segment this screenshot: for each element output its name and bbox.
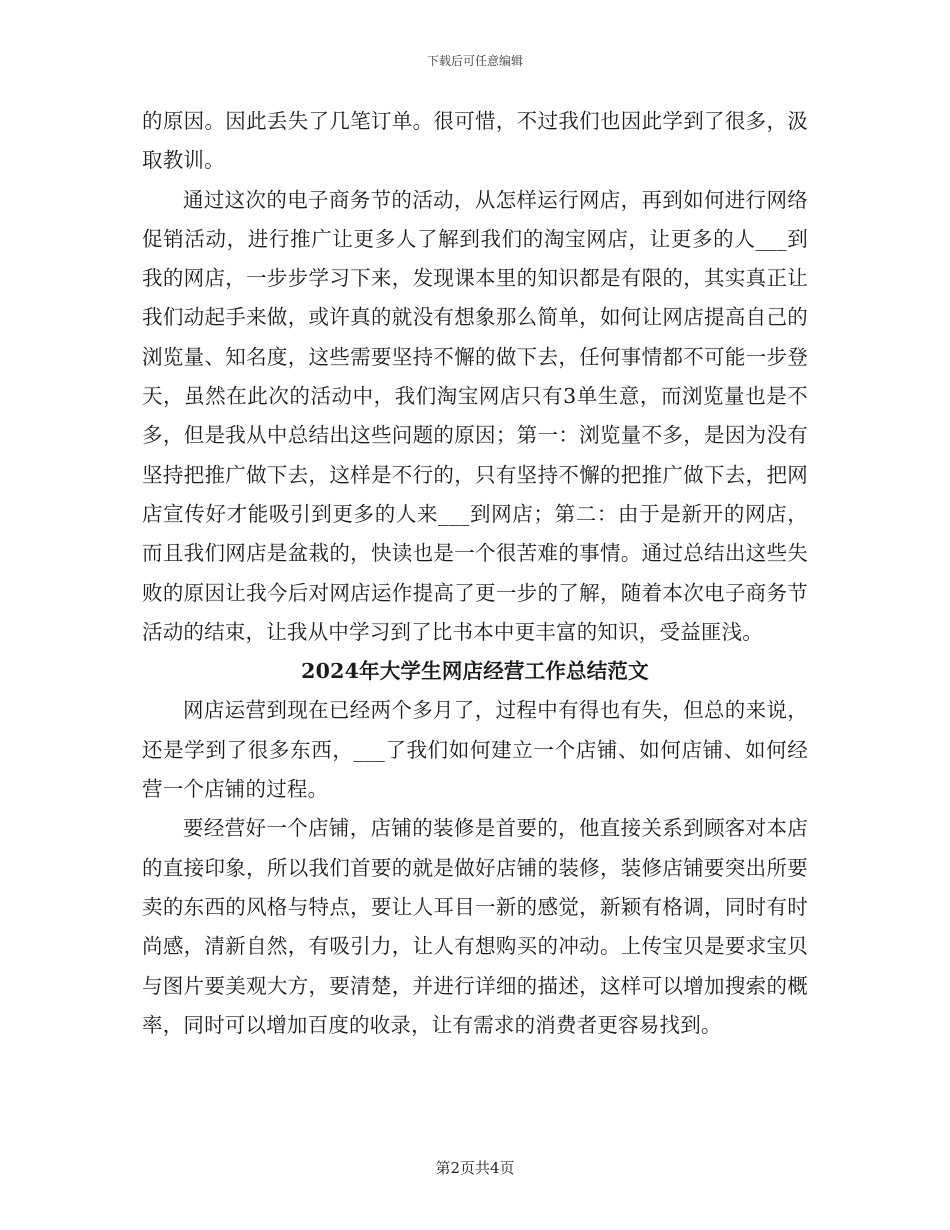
section-title: 2024年大学生网店经营工作总结范文 xyxy=(301,659,649,684)
paragraph-ecommerce-summary: 通过这次的电子商务节的活动，从怎样运行网店，再到如何进行网络促销活动，进行推广让更多人了解到我们的淘宝网店，让更多的人___到我的网店，一步步学习下来，发现课本里的知识都是有限的，其实真正让我们动起手来做，或许真的就没有想象那么简单，如何让网店提高自己的浏览量、知名度，这些需要坚持不懈的做下去，任何事情都不可能一步登天，虽然在此次的活动中，我们淘宝网店只有3单生意，而浏览量也是不多，但是我从中总结出这些问题的原因；第一：浏览量不多，是因为没有坚持把推广做下去，这样是不行的，只有坚持不懈的把推广做下去，把网店宣传好才能吸引到更多的人来___到网店；第二：由于是新开的网店，而且我们网店是盆栽的，快读也是一个很苦难的事情。通过总结出这些失败的原因让我今后对网店运作提高了更一步的了解，随着本次电子商务节活动的结束，让我从中学习到了比书本中更丰富的知识，受益匪浅。 xyxy=(142,187,808,644)
paragraph-store-decoration: 要经营好一个店铺，店铺的装修是首要的，他直接关系到顾客对本店的直接印象，所以我们首要的就是做好店铺的装修，装修店铺要突出所要卖的东西的风格与特点，要让人耳目一新的感觉，新颖有格调，同时有时尚感，清新自然，有吸引力，让人有想购买的冲动。上传宝贝是要求宝贝与图片要美观大方，要清楚，并进行详细的描述，这样可以增加搜索的概率，同时可以增加百度的收录，让有需求的消费者更容易找到。 xyxy=(142,816,808,1037)
paragraph-continuation: 的原因。因此丢失了几笔订单。很可惜，不过我们也因此学到了很多，汲取教训。 xyxy=(142,109,808,173)
page-header: 下载后可任意编辑 xyxy=(426,54,523,68)
paragraph-store-operation: 网店运营到现在已经两个多月了，过程中有得也有失，但总的来说，还是学到了很多东西，___了我们如何建立一个店铺、如何店铺、如何经营一个店铺的过程。 xyxy=(142,698,808,802)
page-number: 第2页共4页 xyxy=(435,1159,515,1177)
document-body xyxy=(142,102,808,1045)
